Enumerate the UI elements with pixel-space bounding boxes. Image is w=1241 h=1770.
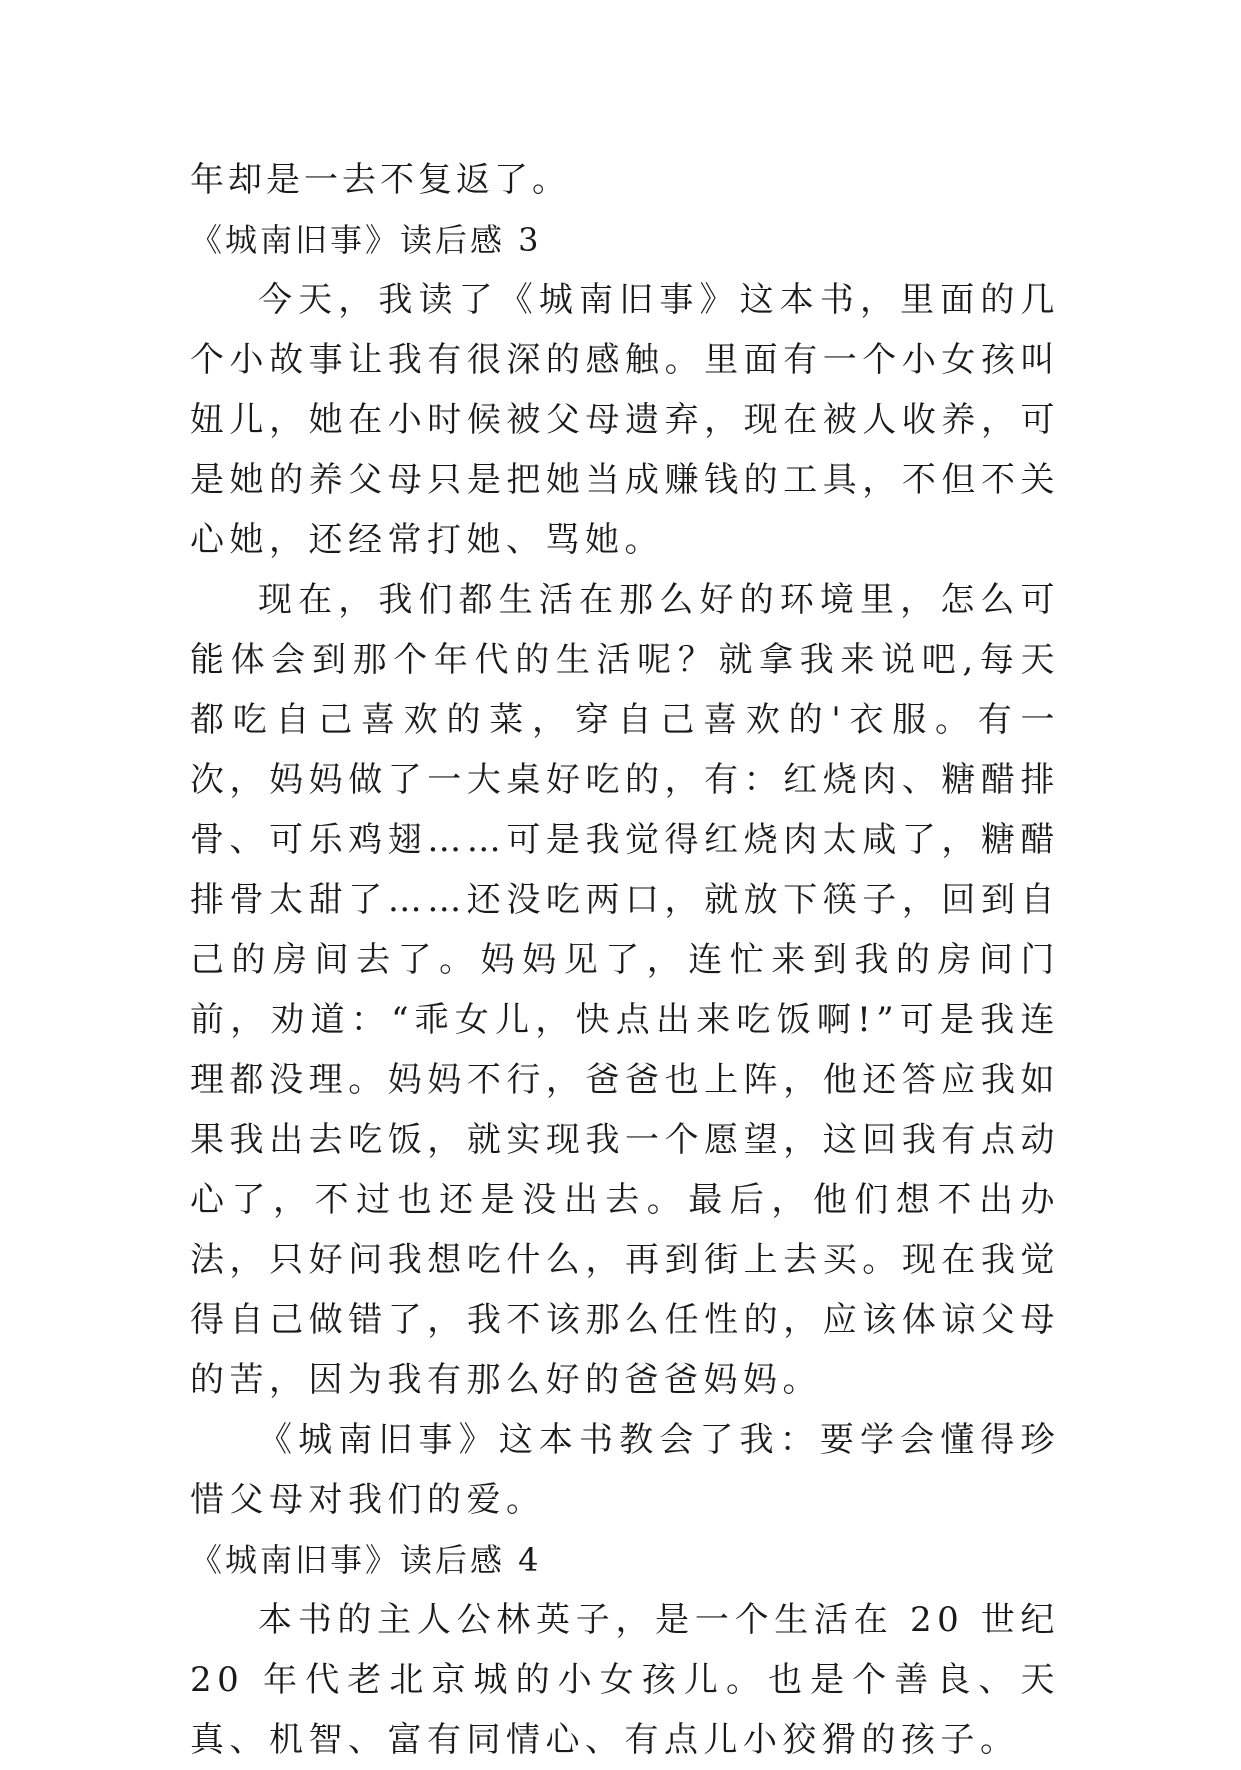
document-body (190, 150, 1060, 1770)
continued-text-fragment: 年却是一去不复返了。 (190, 160, 570, 200)
section-4-title: 《城南旧事》读后感 4 (190, 1541, 542, 1579)
section-4-paragraph-1: 本书的主人公林英子，是一个生活在 20 世纪 20 年代老北京城的小女孩儿。也是个善良、天真、机智、富有同情心、有点儿小狡猾的孩子。 (190, 1600, 1060, 1760)
section-3-paragraph-1: 今天，我读了《城南旧事》这本书，里面的几个小故事让我有很深的感触。里面有一个小女孩叫妞儿，她在小时候被父母遗弃，现在被人收养，可是她的养父母只是把她当成赚钱的工具，不但不关心她，还经常打她、骂她。 (190, 280, 1060, 560)
section-3-title: 《城南旧事》读后感 3 (190, 221, 542, 259)
section-3-paragraph-3: 《城南旧事》这本书教会了我：要学会懂得珍惜父母对我们的爱。 (190, 1420, 1060, 1520)
section-3-paragraph-2: 现在，我们都生活在那么好的环境里，怎么可能体会到那个年代的生活呢？就拿我来说吧,每天都吃自己喜欢的菜，穿自己喜欢的'衣服。有一次，妈妈做了一大桌好吃的，有：红烧肉、糖醋排骨、可乐鸡翅……可是我觉得红烧肉太咸了，糖醋排骨太甜了……还没吃两口，就放下筷子，回到自己的房间去了。妈妈见了，连忙来到我的房间门前，劝道：“乖女儿，快点出来吃饭啊!”可是我连理都没理。妈妈不行，爸爸也上阵，他还答应我如果我出去吃饭，就实现我一个愿望，这回我有点动心了，不过也还是没出去。最后，他们想不出办法，只好问我想吃什么，再到街上去买。现在我觉得自己做错了，我不该那么任性的，应该体谅父母的苦，因为我有那么好的爸爸妈妈。 (190, 580, 1060, 1400)
